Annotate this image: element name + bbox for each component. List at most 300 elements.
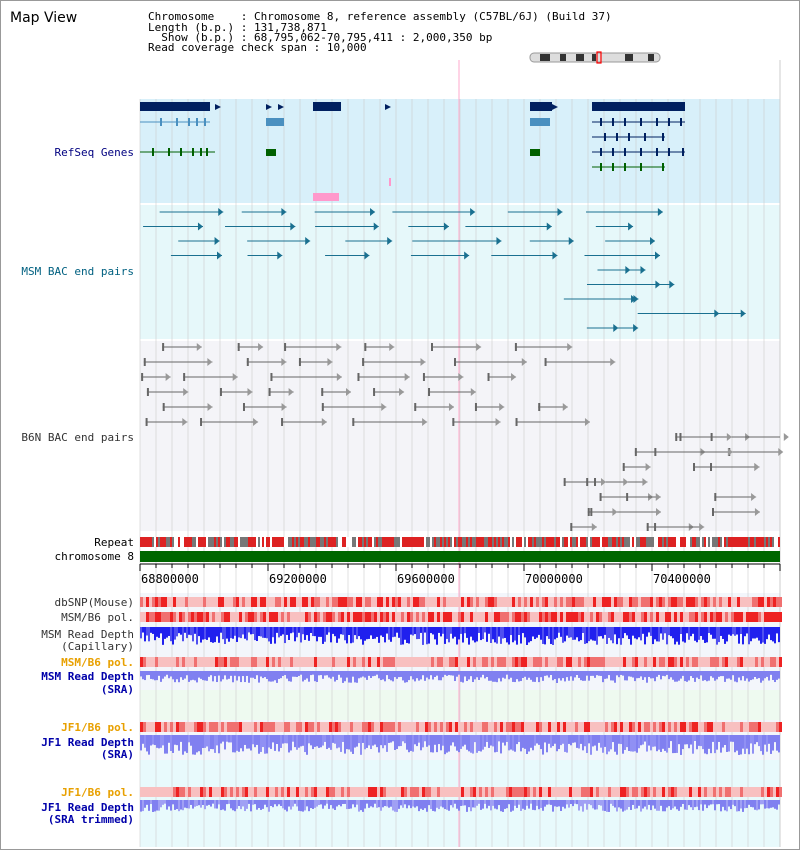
heat-cell xyxy=(443,787,446,797)
depth-bar xyxy=(442,800,444,807)
depth-bar xyxy=(250,800,252,811)
gene-block xyxy=(140,102,210,111)
heat-cell xyxy=(401,787,404,797)
heat-cell xyxy=(206,597,209,607)
heat-cell xyxy=(596,722,599,732)
heat-cell xyxy=(179,657,182,667)
heat-cell xyxy=(422,657,425,667)
repeat-mark xyxy=(370,537,372,547)
repeat-mark xyxy=(762,537,764,547)
heat-cell xyxy=(512,597,515,607)
depth-bar xyxy=(518,735,520,742)
depth-bar xyxy=(298,627,300,633)
depth-bar xyxy=(658,800,660,811)
depth-bar xyxy=(282,627,284,634)
heat-cell xyxy=(764,722,767,732)
repeat-mark xyxy=(550,537,552,547)
heat-cell xyxy=(299,722,302,732)
depth-bar xyxy=(292,671,294,677)
depth-bar xyxy=(212,627,214,643)
depth-bar xyxy=(546,671,548,675)
depth-bar xyxy=(588,671,590,681)
depth-bar xyxy=(218,735,220,753)
depth-bar xyxy=(584,671,586,681)
heat-cell xyxy=(320,787,323,797)
depth-bar xyxy=(442,627,444,634)
info-value: 68,795,062-70,795,411 : 2,000,350 bp xyxy=(253,31,493,44)
depth-bar xyxy=(330,800,332,805)
depth-bar xyxy=(290,735,292,750)
heat-cell xyxy=(218,657,221,667)
heat-cell xyxy=(188,787,191,797)
heat-cell xyxy=(482,722,485,732)
depth-bar xyxy=(574,735,576,742)
depth-bar xyxy=(142,671,144,679)
heat-cell xyxy=(377,787,380,797)
heat-cell xyxy=(701,657,704,667)
heat-cell xyxy=(215,597,218,607)
depth-bar xyxy=(654,627,656,639)
depth-bar xyxy=(318,735,320,748)
depth-bar xyxy=(222,671,224,679)
repeat-mark xyxy=(642,537,644,547)
depth-bar xyxy=(184,671,186,679)
heat-cell xyxy=(596,612,599,622)
heat-cell xyxy=(176,657,179,667)
repeat-mark xyxy=(568,537,570,547)
depth-bar xyxy=(474,735,476,742)
depth-bar xyxy=(242,671,244,676)
depth-bar xyxy=(422,671,424,675)
depth-bar xyxy=(386,800,388,806)
depth-bar xyxy=(580,671,582,680)
depth-bar xyxy=(618,800,620,807)
depth-bar xyxy=(328,671,330,677)
heat-cell xyxy=(395,722,398,732)
axis-tick-label: 69600000 xyxy=(397,572,455,586)
heat-cell xyxy=(464,612,467,622)
heat-cell xyxy=(713,722,716,732)
depth-bar xyxy=(398,627,400,638)
depth-bar xyxy=(744,671,746,681)
heat-cell xyxy=(389,612,392,622)
heat-cell xyxy=(320,597,323,607)
heat-cell xyxy=(560,787,563,797)
depth-bar xyxy=(160,671,162,682)
heat-cell xyxy=(764,787,767,797)
heat-cell xyxy=(242,612,245,622)
depth-bar xyxy=(664,671,666,676)
repeat-mark xyxy=(518,537,520,547)
gene-exon xyxy=(180,148,182,156)
depth-bar xyxy=(696,671,698,678)
heat-cell xyxy=(560,657,563,667)
repeat-mark xyxy=(502,537,504,547)
depth-bar xyxy=(646,735,648,752)
depth-bar xyxy=(448,671,450,675)
heat-cell xyxy=(542,597,545,607)
repeat-mark xyxy=(298,537,300,547)
heat-cell xyxy=(539,787,542,797)
repeat-mark xyxy=(576,537,578,547)
depth-bar xyxy=(534,800,536,810)
heat-cell xyxy=(554,657,557,667)
depth-bar xyxy=(776,800,778,810)
depth-bar xyxy=(208,627,210,637)
heat-cell xyxy=(317,597,320,607)
depth-bar xyxy=(196,800,198,806)
repeat-mark xyxy=(654,537,656,547)
heat-cell xyxy=(698,612,701,622)
depth-bar xyxy=(184,735,186,751)
ideogram-band xyxy=(540,54,550,61)
heat-cell xyxy=(182,612,185,622)
bac-end-marker xyxy=(364,343,366,351)
depth-bar xyxy=(744,627,746,636)
heat-cell xyxy=(614,612,617,622)
depth-bar xyxy=(548,671,550,678)
depth-bar xyxy=(424,735,426,741)
bac-end-marker xyxy=(322,403,324,411)
bac-end-marker xyxy=(475,403,477,411)
depth-bar xyxy=(142,735,144,744)
depth-bar xyxy=(758,735,760,746)
depth-bar xyxy=(618,735,620,744)
depth-bar xyxy=(568,671,570,681)
repeat-mark xyxy=(200,537,202,547)
heat-cell xyxy=(707,612,710,622)
depth-bar xyxy=(342,800,344,804)
heat-cell xyxy=(584,612,587,622)
depth-bar xyxy=(636,800,638,808)
heat-cell xyxy=(311,657,314,667)
heat-cell xyxy=(446,722,449,732)
heat-cell xyxy=(200,612,203,622)
heat-cell xyxy=(218,597,221,607)
heat-cell xyxy=(305,787,308,797)
heat-cell xyxy=(251,787,254,797)
heat-cell xyxy=(200,787,203,797)
repeat-mark xyxy=(670,537,672,547)
heat-cell xyxy=(767,787,770,797)
depth-bar xyxy=(182,671,184,680)
depth-bar xyxy=(436,671,438,676)
depth-bar xyxy=(352,800,354,804)
depth-bar xyxy=(376,735,378,747)
depth-bar xyxy=(570,800,572,804)
depth-bar xyxy=(680,735,682,755)
depth-bar xyxy=(668,627,670,635)
heat-cell xyxy=(143,657,146,667)
depth-bar xyxy=(516,735,518,744)
depth-bar xyxy=(748,627,750,644)
repeat-mark xyxy=(554,537,556,547)
heat-cell xyxy=(272,787,275,797)
bac-end-marker xyxy=(428,388,430,396)
depth-bar xyxy=(358,800,360,812)
gene-exon xyxy=(612,163,614,171)
depth-bar xyxy=(196,627,198,644)
depth-bar xyxy=(242,735,244,751)
depth-bar xyxy=(686,800,688,810)
depth-bar xyxy=(478,800,480,804)
depth-bar xyxy=(724,671,726,682)
depth-bar xyxy=(656,671,658,677)
depth-bar xyxy=(206,735,208,746)
repeat-mark xyxy=(608,537,610,547)
heat-cell xyxy=(356,657,359,667)
depth-bar xyxy=(332,671,334,677)
depth-bar xyxy=(608,627,610,638)
depth-bar xyxy=(578,800,580,811)
depth-bar xyxy=(660,800,662,806)
depth-bar xyxy=(764,627,766,644)
depth-bar xyxy=(756,800,758,810)
heat-cell xyxy=(716,597,719,607)
heat-cell xyxy=(398,612,401,622)
depth-bar xyxy=(302,800,304,812)
heat-cell xyxy=(494,612,497,622)
repeat-mark xyxy=(364,537,366,547)
heat-cell xyxy=(689,597,692,607)
heat-cell xyxy=(653,722,656,732)
heat-cell xyxy=(272,612,275,622)
heat-cell xyxy=(380,787,383,797)
depth-bar xyxy=(316,800,318,807)
depth-bar xyxy=(366,671,368,680)
heat-cell xyxy=(767,597,770,607)
repeat-mark xyxy=(628,537,630,547)
heat-cell xyxy=(644,597,647,607)
repeat-mark xyxy=(724,537,726,547)
depth-bar xyxy=(648,800,650,805)
heat-cell xyxy=(512,612,515,622)
depth-bar xyxy=(150,735,152,746)
depth-bar xyxy=(556,800,558,807)
track-label-b6n-bac[interactable]: B6N BAC end pairs xyxy=(21,431,134,444)
depth-bar xyxy=(270,735,272,749)
depth-bar xyxy=(270,627,272,644)
heat-cell xyxy=(572,787,575,797)
repeat-mark xyxy=(618,537,620,547)
repeat-mark xyxy=(664,537,666,547)
depth-bar xyxy=(254,671,256,679)
heat-cell xyxy=(578,612,581,622)
heat-cell xyxy=(185,597,188,607)
depth-bar xyxy=(418,735,420,743)
depth-bar xyxy=(454,627,456,637)
heat-cell xyxy=(677,722,680,732)
depth-bar xyxy=(714,800,716,810)
depth-bar xyxy=(632,800,634,805)
repeat-mark xyxy=(744,537,746,547)
heat-cell xyxy=(509,612,512,622)
heat-cell xyxy=(257,657,260,667)
heat-cell xyxy=(638,657,641,667)
heat-cell xyxy=(728,597,731,607)
heat-cell xyxy=(662,657,665,667)
heat-cell xyxy=(347,612,350,622)
heat-cell xyxy=(716,787,719,797)
depth-bar xyxy=(322,800,324,809)
depth-bar xyxy=(146,627,148,636)
heat-cell xyxy=(641,787,644,797)
depth-bar xyxy=(562,627,564,643)
depth-bar xyxy=(156,735,158,748)
depth-bar xyxy=(228,671,230,679)
depth-bar xyxy=(580,735,582,744)
depth-bar xyxy=(272,627,274,637)
bac-end-marker xyxy=(784,433,789,441)
heat-cell xyxy=(761,787,764,797)
depth-bar xyxy=(678,671,680,681)
depth-bar xyxy=(384,671,386,681)
depth-bar xyxy=(724,800,726,810)
heat-cell xyxy=(146,612,149,622)
depth-bar xyxy=(512,800,514,811)
track-label-msm-bac[interactable]: MSM BAC end pairs xyxy=(21,265,134,278)
depth-bar xyxy=(318,800,320,805)
heat-cell xyxy=(674,657,677,667)
heat-cell xyxy=(737,597,740,607)
repeat-mark xyxy=(434,537,436,547)
track-label-msm-depth-sra-sub: (SRA) xyxy=(100,683,134,696)
gene-block xyxy=(313,102,341,111)
heat-cell xyxy=(356,612,359,622)
heat-cell xyxy=(413,597,416,607)
repeat-mark xyxy=(236,537,238,547)
depth-bar xyxy=(676,735,678,753)
heat-cell xyxy=(488,612,491,622)
depth-bar xyxy=(726,735,728,752)
depth-bar xyxy=(164,735,166,754)
depth-bar xyxy=(464,735,466,745)
repeat-mark xyxy=(656,537,658,547)
depth-bar xyxy=(582,627,584,633)
heat-cell xyxy=(404,612,407,622)
heat-cell xyxy=(293,787,296,797)
depth-bar xyxy=(268,800,270,812)
depth-bar xyxy=(242,800,244,806)
depth-bar xyxy=(276,800,278,806)
depth-bar xyxy=(394,735,396,750)
heat-cell xyxy=(161,612,164,622)
depth-bar xyxy=(438,627,440,633)
repeat-mark xyxy=(328,537,330,547)
depth-bar xyxy=(400,800,402,805)
depth-bar xyxy=(296,800,298,806)
heat-cell xyxy=(611,787,614,797)
heat-cell xyxy=(680,657,683,667)
depth-bar xyxy=(206,671,208,681)
heat-cell xyxy=(515,787,518,797)
heat-cell xyxy=(719,657,722,667)
heat-cell xyxy=(242,787,245,797)
depth-bar xyxy=(540,671,542,677)
depth-bar xyxy=(176,627,178,636)
depth-bar xyxy=(302,735,304,746)
heat-cell xyxy=(395,612,398,622)
repeat-mark xyxy=(500,537,502,547)
heat-cell xyxy=(698,722,701,732)
depth-bar xyxy=(224,671,226,675)
heat-cell xyxy=(527,597,530,607)
depth-bar xyxy=(294,627,296,641)
repeat-mark xyxy=(524,537,526,547)
heat-cell xyxy=(497,657,500,667)
depth-bar xyxy=(218,627,220,643)
heat-cell xyxy=(701,612,704,622)
repeat-mark xyxy=(590,537,592,547)
track-label-refseq[interactable]: RefSeq Genes xyxy=(54,146,134,159)
depth-bar xyxy=(332,627,334,634)
repeat-mark xyxy=(658,537,660,547)
depth-bar xyxy=(626,671,628,680)
heat-cell xyxy=(623,597,626,607)
heat-cell xyxy=(605,722,608,732)
heat-cell xyxy=(647,612,650,622)
depth-bar xyxy=(596,800,598,809)
heat-cell xyxy=(362,787,365,797)
depth-bar xyxy=(578,735,580,748)
repeat-mark xyxy=(778,537,780,547)
depth-bar xyxy=(148,735,150,755)
ideogram-band xyxy=(576,54,584,61)
heat-cell xyxy=(149,722,152,732)
heat-cell xyxy=(422,722,425,732)
gene-exon xyxy=(668,148,670,156)
depth-bar xyxy=(630,671,632,677)
repeat-mark xyxy=(638,537,640,547)
heat-cell xyxy=(464,597,467,607)
heat-cell xyxy=(371,612,374,622)
heat-cell xyxy=(557,597,560,607)
depth-bar xyxy=(570,627,572,637)
heat-cell xyxy=(176,612,179,622)
heat-cell xyxy=(737,657,740,667)
repeat-mark xyxy=(696,537,698,547)
depth-bar xyxy=(374,627,376,639)
heat-cell xyxy=(314,612,317,622)
depth-bar xyxy=(228,800,230,804)
repeat-mark xyxy=(300,537,302,547)
depth-bar xyxy=(264,735,266,754)
depth-bar xyxy=(156,671,158,680)
heat-cell xyxy=(584,657,587,667)
depth-bar xyxy=(636,735,638,753)
heat-cell xyxy=(233,722,236,732)
repeat-mark xyxy=(450,537,452,547)
depth-bar xyxy=(316,735,318,746)
repeat-mark xyxy=(776,537,778,547)
depth-bar xyxy=(180,627,182,635)
depth-bar xyxy=(322,735,324,746)
heat-cell xyxy=(383,612,386,622)
heat-cell xyxy=(329,612,332,622)
heat-cell xyxy=(236,597,239,607)
depth-bar xyxy=(334,800,336,810)
heat-cell xyxy=(443,722,446,732)
depth-bar xyxy=(598,671,600,676)
depth-bar xyxy=(198,735,200,751)
depth-bar xyxy=(556,627,558,638)
heat-cell xyxy=(602,597,605,607)
bac-end-marker xyxy=(431,343,433,351)
depth-bar xyxy=(692,800,694,810)
depth-bar xyxy=(208,735,210,751)
heat-cell xyxy=(380,657,383,667)
depth-bar xyxy=(644,671,646,677)
